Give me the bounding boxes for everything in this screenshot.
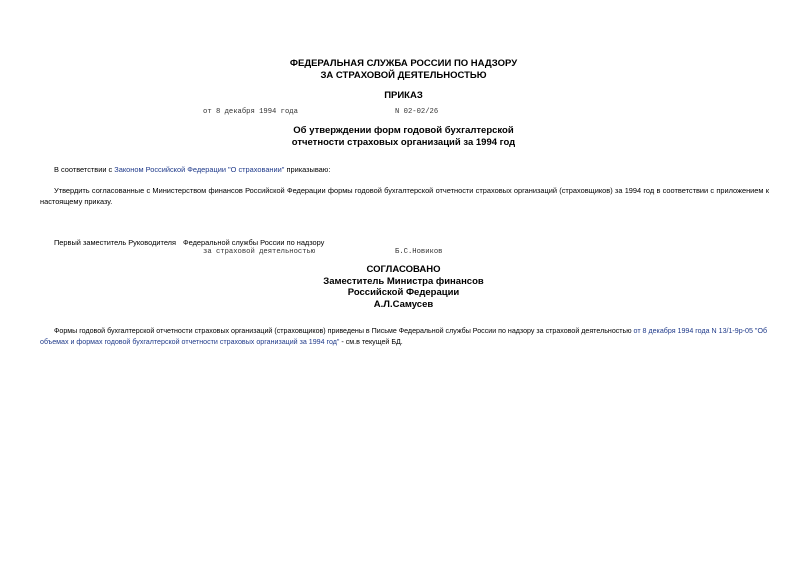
signature-position-part2: Федеральной службы России по надзору [183, 238, 325, 247]
order-subject-line1: Об утверждении форм годовой бухгалтерской [293, 125, 514, 136]
order-subject-line2: отчетности страховых организаций за 1994 год [291, 136, 516, 148]
note-paragraph [40, 326, 770, 348]
paragraph-law-suffix: приказываю: [284, 165, 331, 174]
approval-line1: СОГЛАСОВАНО [366, 264, 441, 275]
approval-line3: Российской Федерации [347, 287, 460, 298]
paragraph-approve-forms: Утвердить согласованные с Министерством финансов Российской Федерации формы годовой бухгалтерской отчетности страховых организаций (страховщиков) за 1994 год в соответствии с приложением к настоящему приказу. [40, 186, 769, 206]
note-prefix: Формы годовой бухгалтерской отчетности страховых организаций (страховщиков) приведены в Письме Федеральной службы России по надзору за страховой деятельностью [54, 327, 634, 335]
order-subject [0, 125, 807, 148]
order-number: N 02-02/26 [395, 108, 439, 116]
approval-line4: А.Л.Самусев [373, 298, 434, 310]
letter-date-link[interactable]: от 8 декабря 1994 года N 13/1-9р-05 [633, 327, 753, 335]
order-date: от 8 декабря 1994 года [203, 108, 298, 116]
paragraph-law-reference [54, 164, 330, 175]
order-title: ПРИКАЗ [384, 90, 423, 101]
agency-header [0, 58, 807, 81]
letter-title-link[interactable]: "Об объемах и формах годовой бухгалтерской отчетности страховых организаций за 1994 год" [40, 327, 768, 346]
law-on-insurance-link[interactable]: Законом Российской Федерации "О страховании" [114, 165, 285, 174]
approval-block [0, 264, 807, 310]
signature-position-part3: за страховой деятельностью [203, 248, 316, 256]
agency-header-line1: ФЕДЕРАЛЬНАЯ СЛУЖБА РОССИИ ПО НАДЗОРУ [289, 58, 518, 69]
note-suffix: - см.в текущей БД. [339, 338, 403, 346]
signatory-name: Б.С.Новиков [395, 248, 443, 256]
agency-header-line2: ЗА СТРАХОВОЙ ДЕЯТЕЛЬНОСТЬЮ [320, 69, 487, 81]
signature-position-part1: Первый заместитель Руководителя [54, 238, 176, 247]
approval-line2: Заместитель Министра финансов [323, 275, 484, 287]
paragraph-law-prefix: В соответствии с [54, 165, 115, 174]
